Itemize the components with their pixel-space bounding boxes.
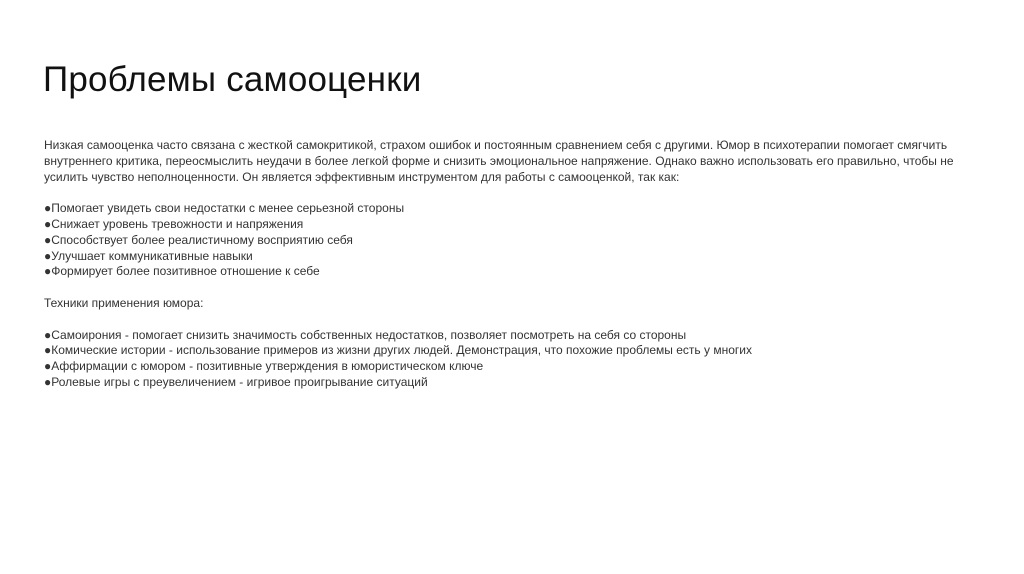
spacer	[44, 312, 989, 328]
list-item: ●Самоирония - помогает снизить значимость собственных недостатков, позволяет посмотреть на себя со стороны	[44, 327, 687, 342]
slide-title: Проблемы самооценки	[43, 60, 422, 99]
spacer	[44, 280, 989, 296]
spacer	[44, 185, 989, 201]
list-item: ●Улучшает коммуникативные навыки	[44, 248, 253, 263]
list-item: ●Ролевые игры с преувеличением - игривое проигрывание ситуаций	[44, 374, 428, 389]
techniques-list	[44, 328, 989, 391]
list-item: ●Способствует более реалистичному восприятию себя	[44, 232, 353, 247]
list-item: ●Комические истории - использование примеров из жизни других людей. Демонстрация, что похожие проблемы есть у многих	[44, 343, 752, 358]
techniques-heading: Техники применения юмора:	[44, 295, 204, 310]
benefits-list	[44, 201, 989, 280]
list-item: ●Помогает увидеть свои недостатки с менее серьезной стороны	[44, 201, 405, 216]
list-item: ●Снижает уровень тревожности и напряжения	[44, 216, 304, 231]
intro-paragraph: Низкая самооценка часто связана с жесткой самокритикой, страхом ошибок и постоянным сравнением себя с другими. Юмор в психотерапии помогает смягчить внутреннего критика, переосмыслить неудачи в более легкой форме и снизить эмоциональное напряжение. Однако важно использовать его правильно, чтобы не усилить чувство неполноценности. Он является эффективным инструментом для работы с самооценкой, так как:	[44, 138, 954, 184]
slide-body	[44, 138, 989, 391]
list-item: ●Аффирмации с юмором - позитивные утверждения в юмористическом ключе	[44, 359, 484, 374]
list-item: ●Формирует более позитивное отношение к себе	[44, 264, 320, 279]
